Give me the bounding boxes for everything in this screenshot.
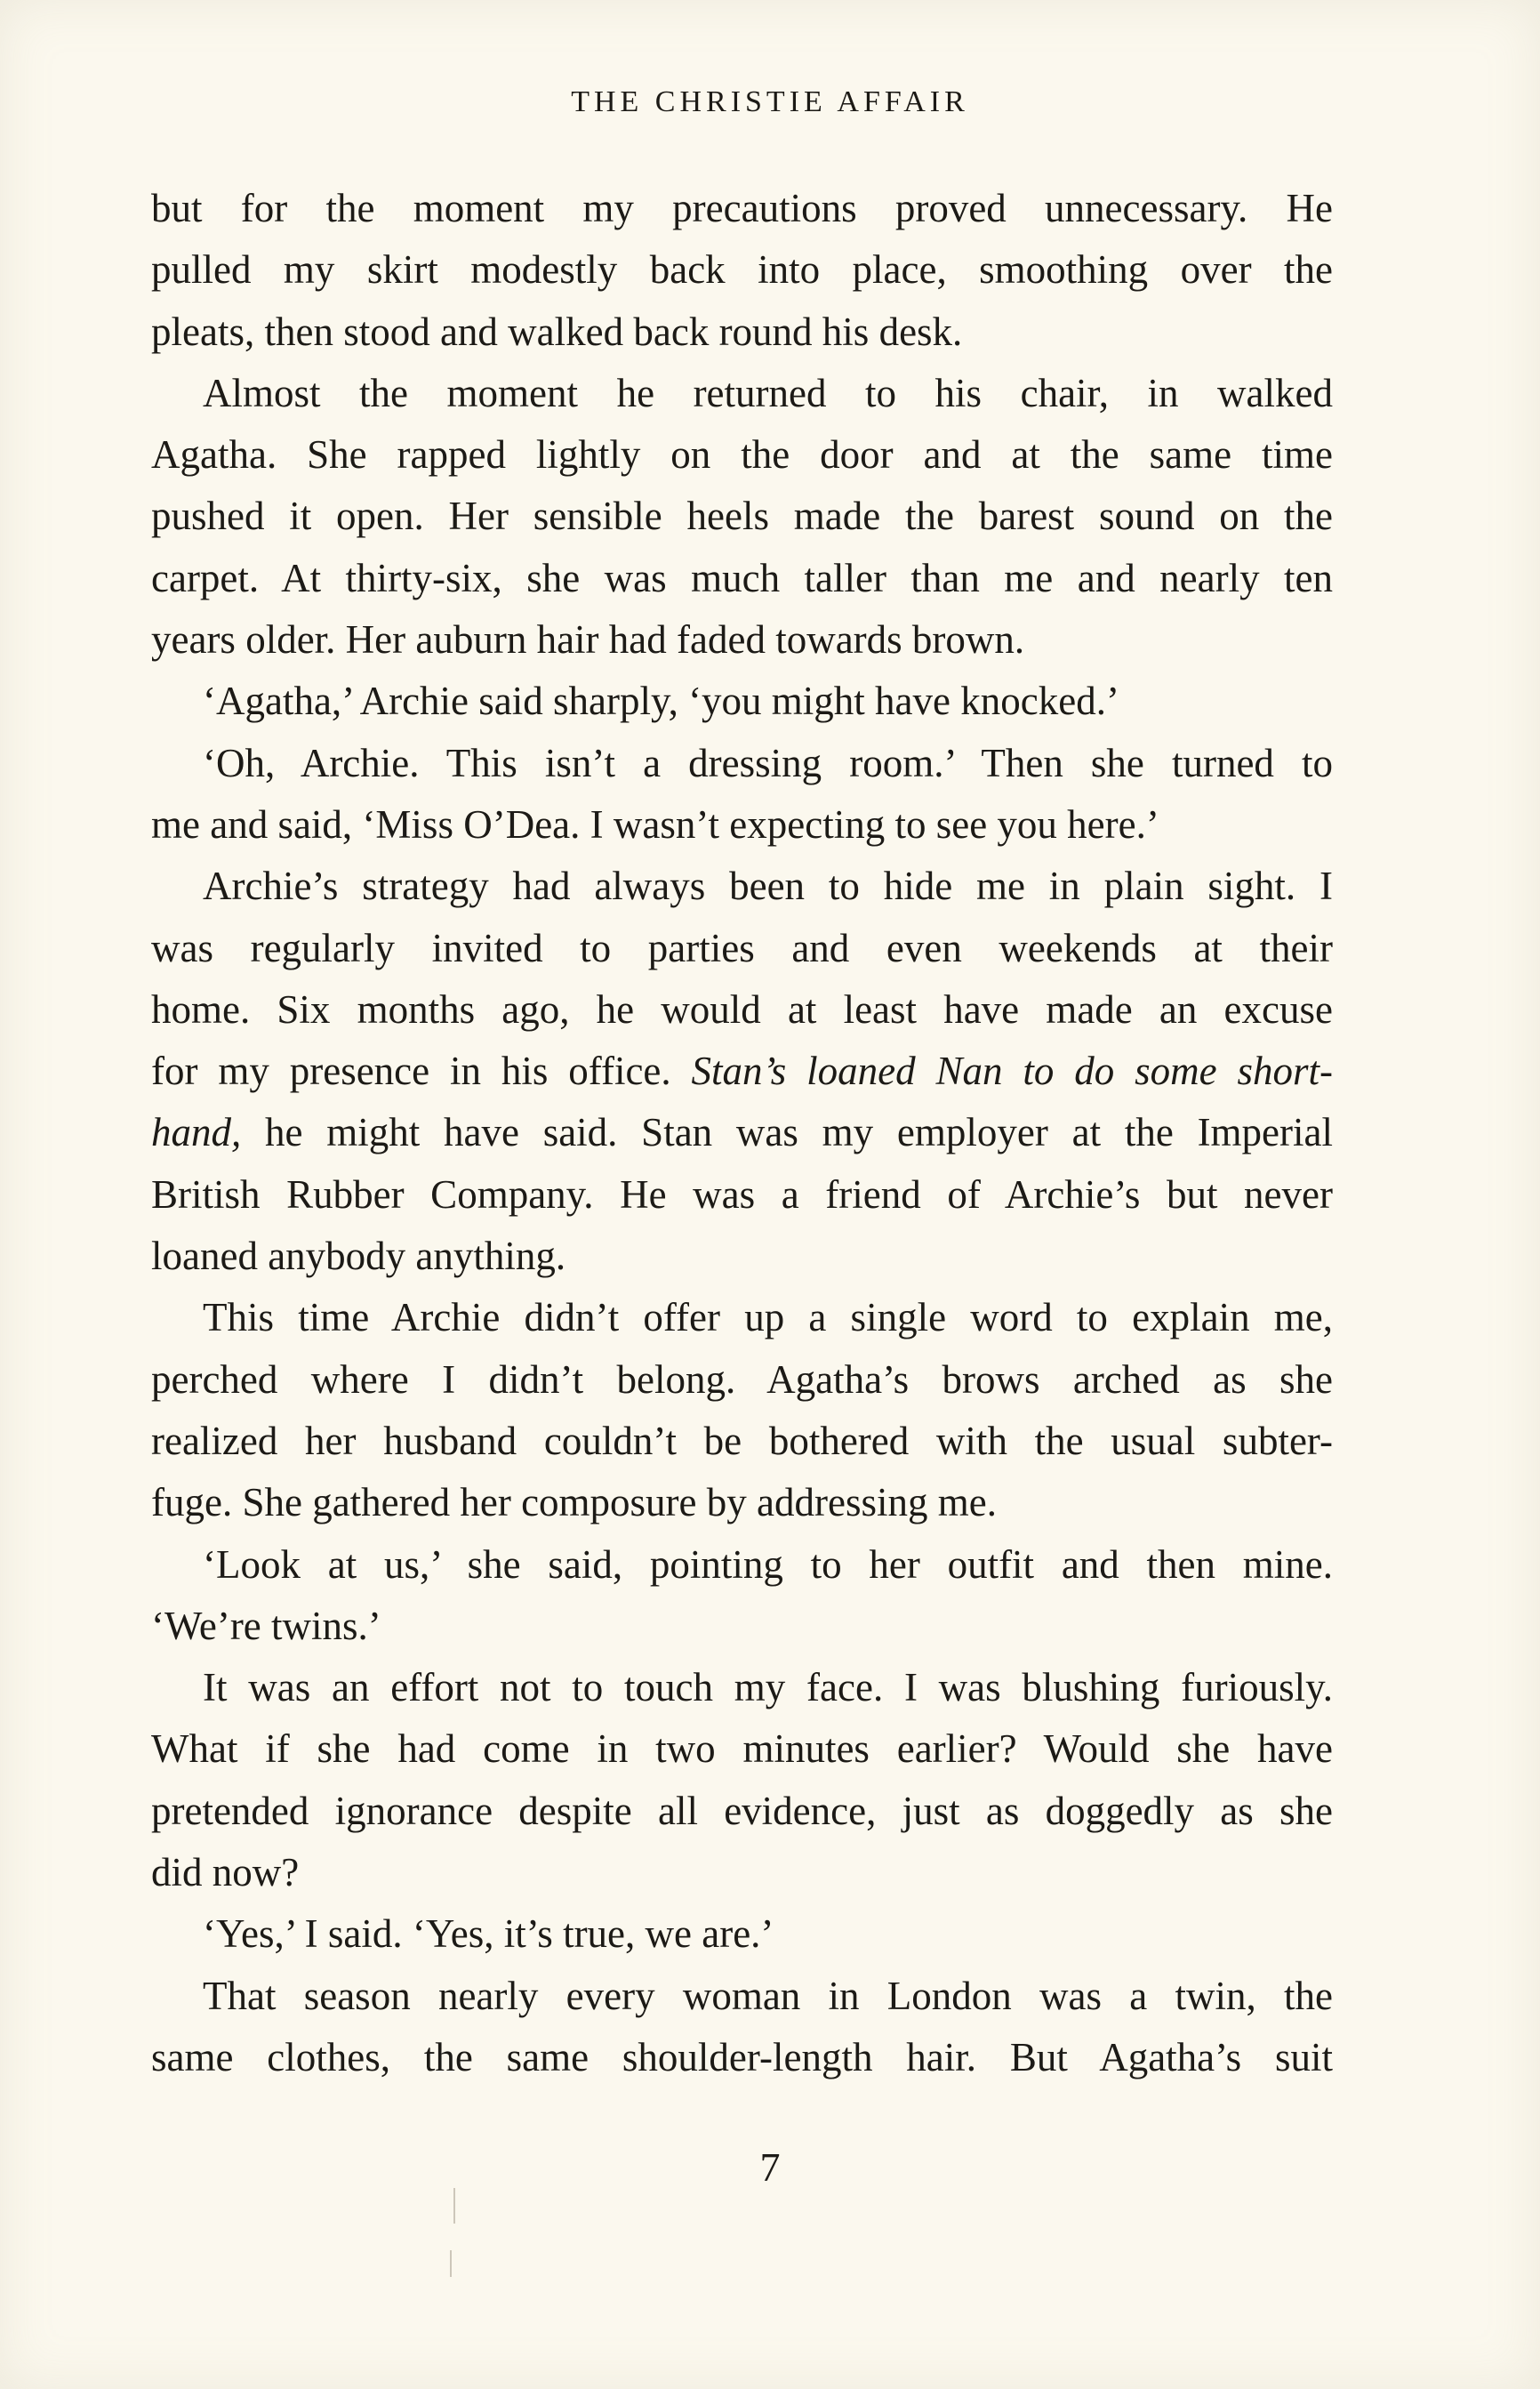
scan-artifact — [450, 2250, 452, 2277]
text-line: did now? — [151, 1850, 300, 1895]
page-number: 7 — [759, 2144, 781, 2190]
text-line: pretended ignorance despite all evidence, just as doggedly as she — [151, 1788, 1333, 1833]
text-line: ‘Yes,’ I said. ‘Yes, it’s true, we are.’ — [203, 1911, 774, 1957]
text-line: Agatha. She rapped lightly on the door and at the same time — [151, 432, 1333, 478]
scan-artifact — [453, 2188, 455, 2224]
text-line: years older. Her auburn hair had faded towards brown. — [151, 617, 1025, 663]
text-line: perched where I didn’t belong. Agatha’s brows arched as she — [151, 1356, 1333, 1402]
text-line: pulled my skirt modestly back into place, smoothing over the — [151, 247, 1333, 293]
text-line: ‘We’re twins.’ — [151, 1603, 381, 1648]
text-line: What if she had come in two minutes earlier? Would she have — [151, 1726, 1333, 1772]
italic-run: hand, — [151, 1110, 242, 1155]
text-line: me and said, ‘Miss O’Dea. I wasn’t expecting to see you here.’ — [151, 801, 1159, 847]
text-line: That season nearly every woman in London was a twin, the — [203, 1973, 1333, 2018]
text-line: fuge. She gathered her composure by addressing me. — [151, 1480, 997, 1525]
text-line: pushed it open. Her sensible heels made the barest sound on the — [151, 494, 1333, 539]
text-line: pleats, then stood and walked back round his desk. — [151, 309, 963, 354]
text-line: Almost the moment he returned to his chair, in walked — [203, 370, 1333, 415]
text-line: This time Archie didn’t offer up a single word to explain me, — [203, 1295, 1333, 1340]
text-line: ‘Oh, Archie. This isn’t a dressing room.’ Then she turned to — [203, 740, 1333, 785]
italic-run: Stan’s loaned Nan to do some short- — [691, 1049, 1333, 1094]
text-line: Archie’s strategy had always been to hide me in plain sight. I — [203, 864, 1333, 909]
text-line: ‘Look at us,’ she said, pointing to her outfit and then mine. — [203, 1541, 1333, 1587]
text-line: loaned anybody anything. — [151, 1234, 566, 1279]
text-line: ‘Agatha,’ Archie said sharply, ‘you might have knocked.’ — [203, 679, 1119, 724]
text-run: he might have said. Stan was my employer at the Imperial — [241, 1110, 1333, 1155]
text-line: same clothes, the same shoulder-length hair. But Agatha’s suit — [151, 2034, 1333, 2079]
text-line — [151, 1041, 1333, 1102]
text-line: carpet. At thirty-six, she was much taller than me and nearly ten — [151, 555, 1333, 600]
running-head: THE CHRISTIE AFFAIR — [571, 85, 969, 118]
text-run: for my presence in his office. — [151, 1049, 692, 1094]
text-line: British Rubber Company. He was a friend of Archie’s but never — [151, 1171, 1333, 1217]
text-line: realized her husband couldn’t be bothered with the usual subter- — [151, 1418, 1333, 1463]
text-line: It was an effort not to touch my face. I was blushing furiously. — [203, 1665, 1333, 1710]
text-line: home. Six months ago, he would at least have made an excuse — [151, 986, 1333, 1032]
text-line — [151, 1102, 1333, 1163]
text-line: was regularly invited to parties and even weekends at their — [151, 925, 1333, 970]
text-line: but for the moment my precautions proved unnecessary. He — [151, 186, 1333, 230]
body-text — [151, 178, 1333, 2088]
